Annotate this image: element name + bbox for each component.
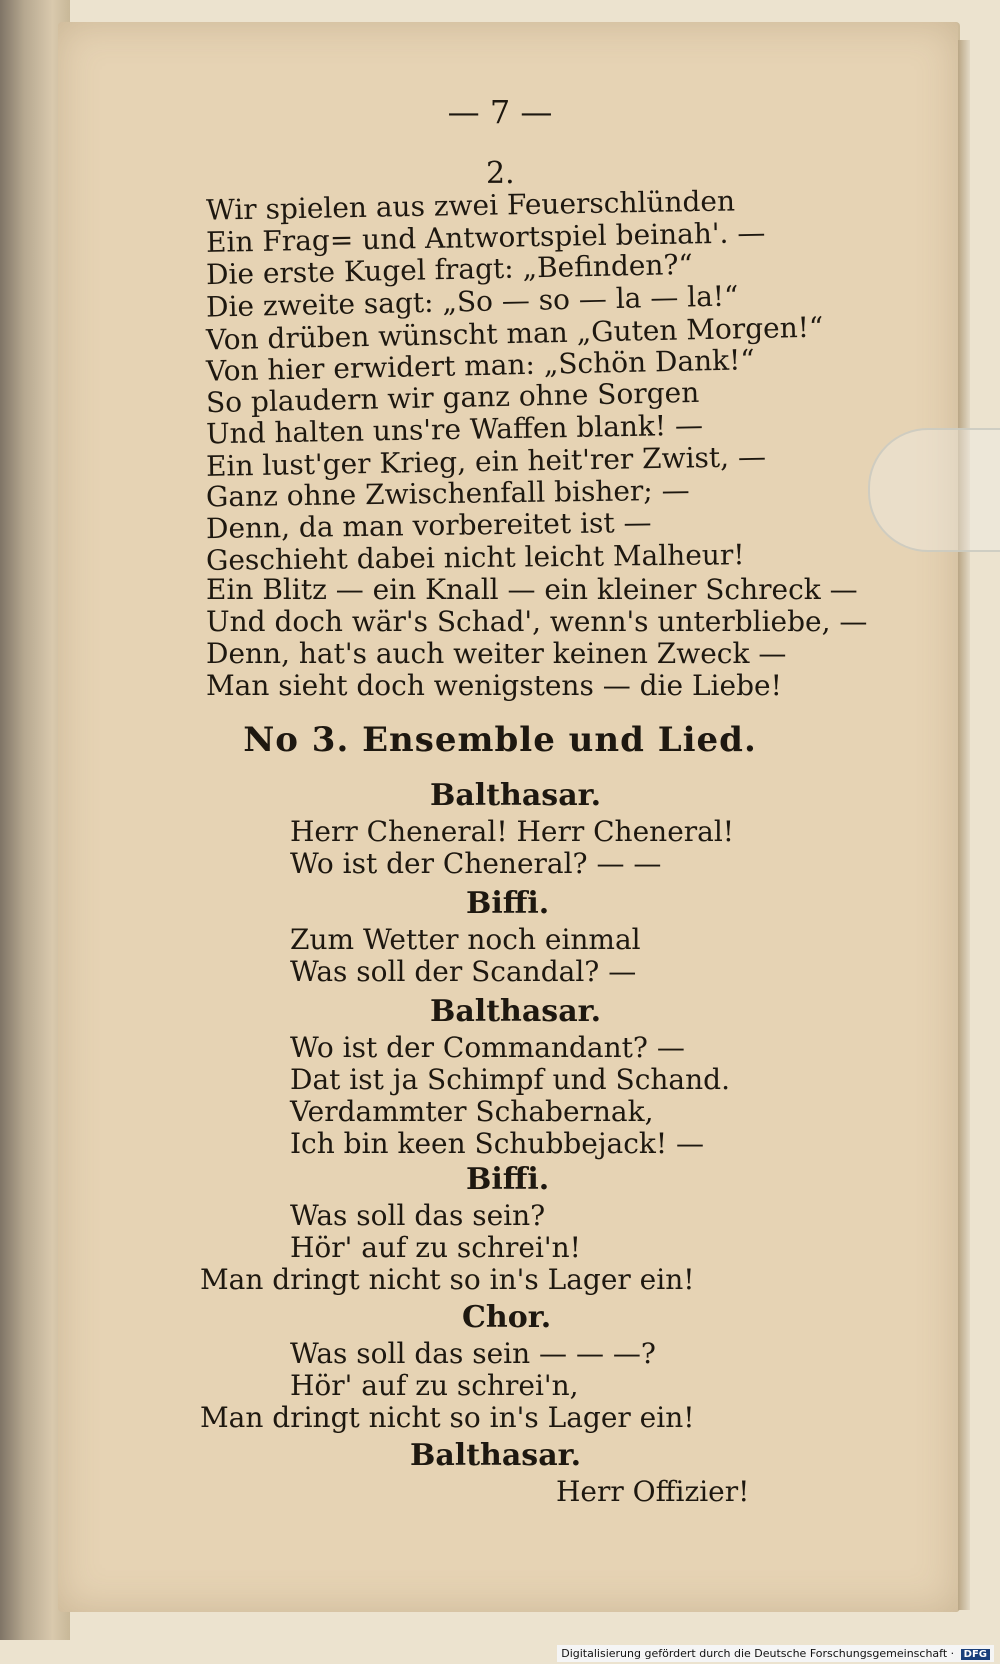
- verse-line: Ein lust'ger Krieg, ein heit'rer Zwist, —: [205, 440, 767, 483]
- dialogue-line: Was soll das sein?: [290, 1199, 546, 1232]
- verse-line: So plaudern wir ganz ohne Sorgen: [205, 375, 700, 420]
- dialogue-line: Hör' auf zu schrei'n,: [290, 1369, 579, 1402]
- dialogue-line: Was soll der Scandal? —: [290, 955, 637, 988]
- dialogue-line: Wo ist der Cheneral? — —: [290, 847, 662, 880]
- dialogue-line: Dat ist ja Schimpf und Schand.: [290, 1063, 730, 1096]
- digitization-footer: [557, 1645, 994, 1662]
- speaker-name: Balthasar.: [410, 1438, 582, 1473]
- verse-line: Von drüben wünscht man „Guten Morgen!“: [205, 310, 824, 357]
- dialogue-line: Zum Wetter noch einmal: [290, 923, 641, 956]
- verse-line: Geschieht dabei nicht leicht Malheur!: [205, 538, 745, 577]
- dialogue-line: Hör' auf zu schrei'n!: [290, 1231, 581, 1264]
- speaker-name: Chor.: [462, 1300, 552, 1335]
- verse-line: Die erste Kugel fragt: „Befinden?“: [205, 247, 694, 292]
- verse-line: Ein Frag= und Antwortspiel beinah'. —: [205, 216, 766, 259]
- verse-line: Von hier erwidert man: „Schön Dank!“: [205, 343, 755, 388]
- dialogue-line: Man dringt nicht so in's Lager ein!: [200, 1263, 695, 1296]
- dialogue-line: Verdammter Schabernak,: [290, 1095, 654, 1128]
- footer-text: Digitalisierung gefördert durch die Deutsche Forschungsgemeinschaft ·: [561, 1647, 955, 1660]
- verse-line: Denn, da man vorbereitet ist —: [205, 505, 652, 546]
- page-edge-shadow: [958, 40, 970, 1610]
- verse-line: Ganz ohne Zwischenfall bisher; —: [205, 473, 690, 514]
- dialogue-line: Herr Offizier!: [556, 1475, 750, 1508]
- verse-line: Wir spielen aus zwei Feuerschlünden: [205, 184, 736, 227]
- verse-line: Und doch wär's Schad', wenn's unterbliebe, —: [206, 605, 868, 638]
- section-heading: No 3. Ensemble und Lied.: [243, 720, 757, 760]
- dialogue-line: Man dringt nicht so in's Lager ein!: [200, 1401, 695, 1434]
- dialogue-line: Was soll das sein — — —?: [290, 1337, 656, 1370]
- verse-line: Denn, hat's auch weiter keinen Zweck —: [206, 637, 787, 670]
- dialogue-line: Ich bin keen Schubbejack! —: [290, 1127, 705, 1160]
- verse-line: Und halten uns're Waffen blank! —: [205, 408, 704, 451]
- speaker-name: Balthasar.: [430, 994, 602, 1029]
- verse-line: Die zweite sagt: „So — so — la — la!“: [205, 279, 739, 324]
- speaker-name: Biffi.: [466, 886, 550, 921]
- dialogue-line: Herr Cheneral! Herr Cheneral!: [290, 815, 735, 848]
- speaker-name: Balthasar.: [430, 778, 602, 813]
- bookmark-clip: [868, 428, 1000, 552]
- page-number: — 7 —: [447, 93, 553, 131]
- speaker-name: Biffi.: [466, 1162, 550, 1197]
- verse-line: Man sieht doch wenigstens — die Liebe!: [206, 669, 782, 702]
- dialogue-line: Wo ist der Commandant? —: [290, 1031, 685, 1064]
- verse-line: Ein Blitz — ein Knall — ein kleiner Schreck —: [206, 573, 858, 606]
- section-number: 2.: [486, 156, 515, 191]
- dfg-logo-icon: DFG: [961, 1649, 990, 1660]
